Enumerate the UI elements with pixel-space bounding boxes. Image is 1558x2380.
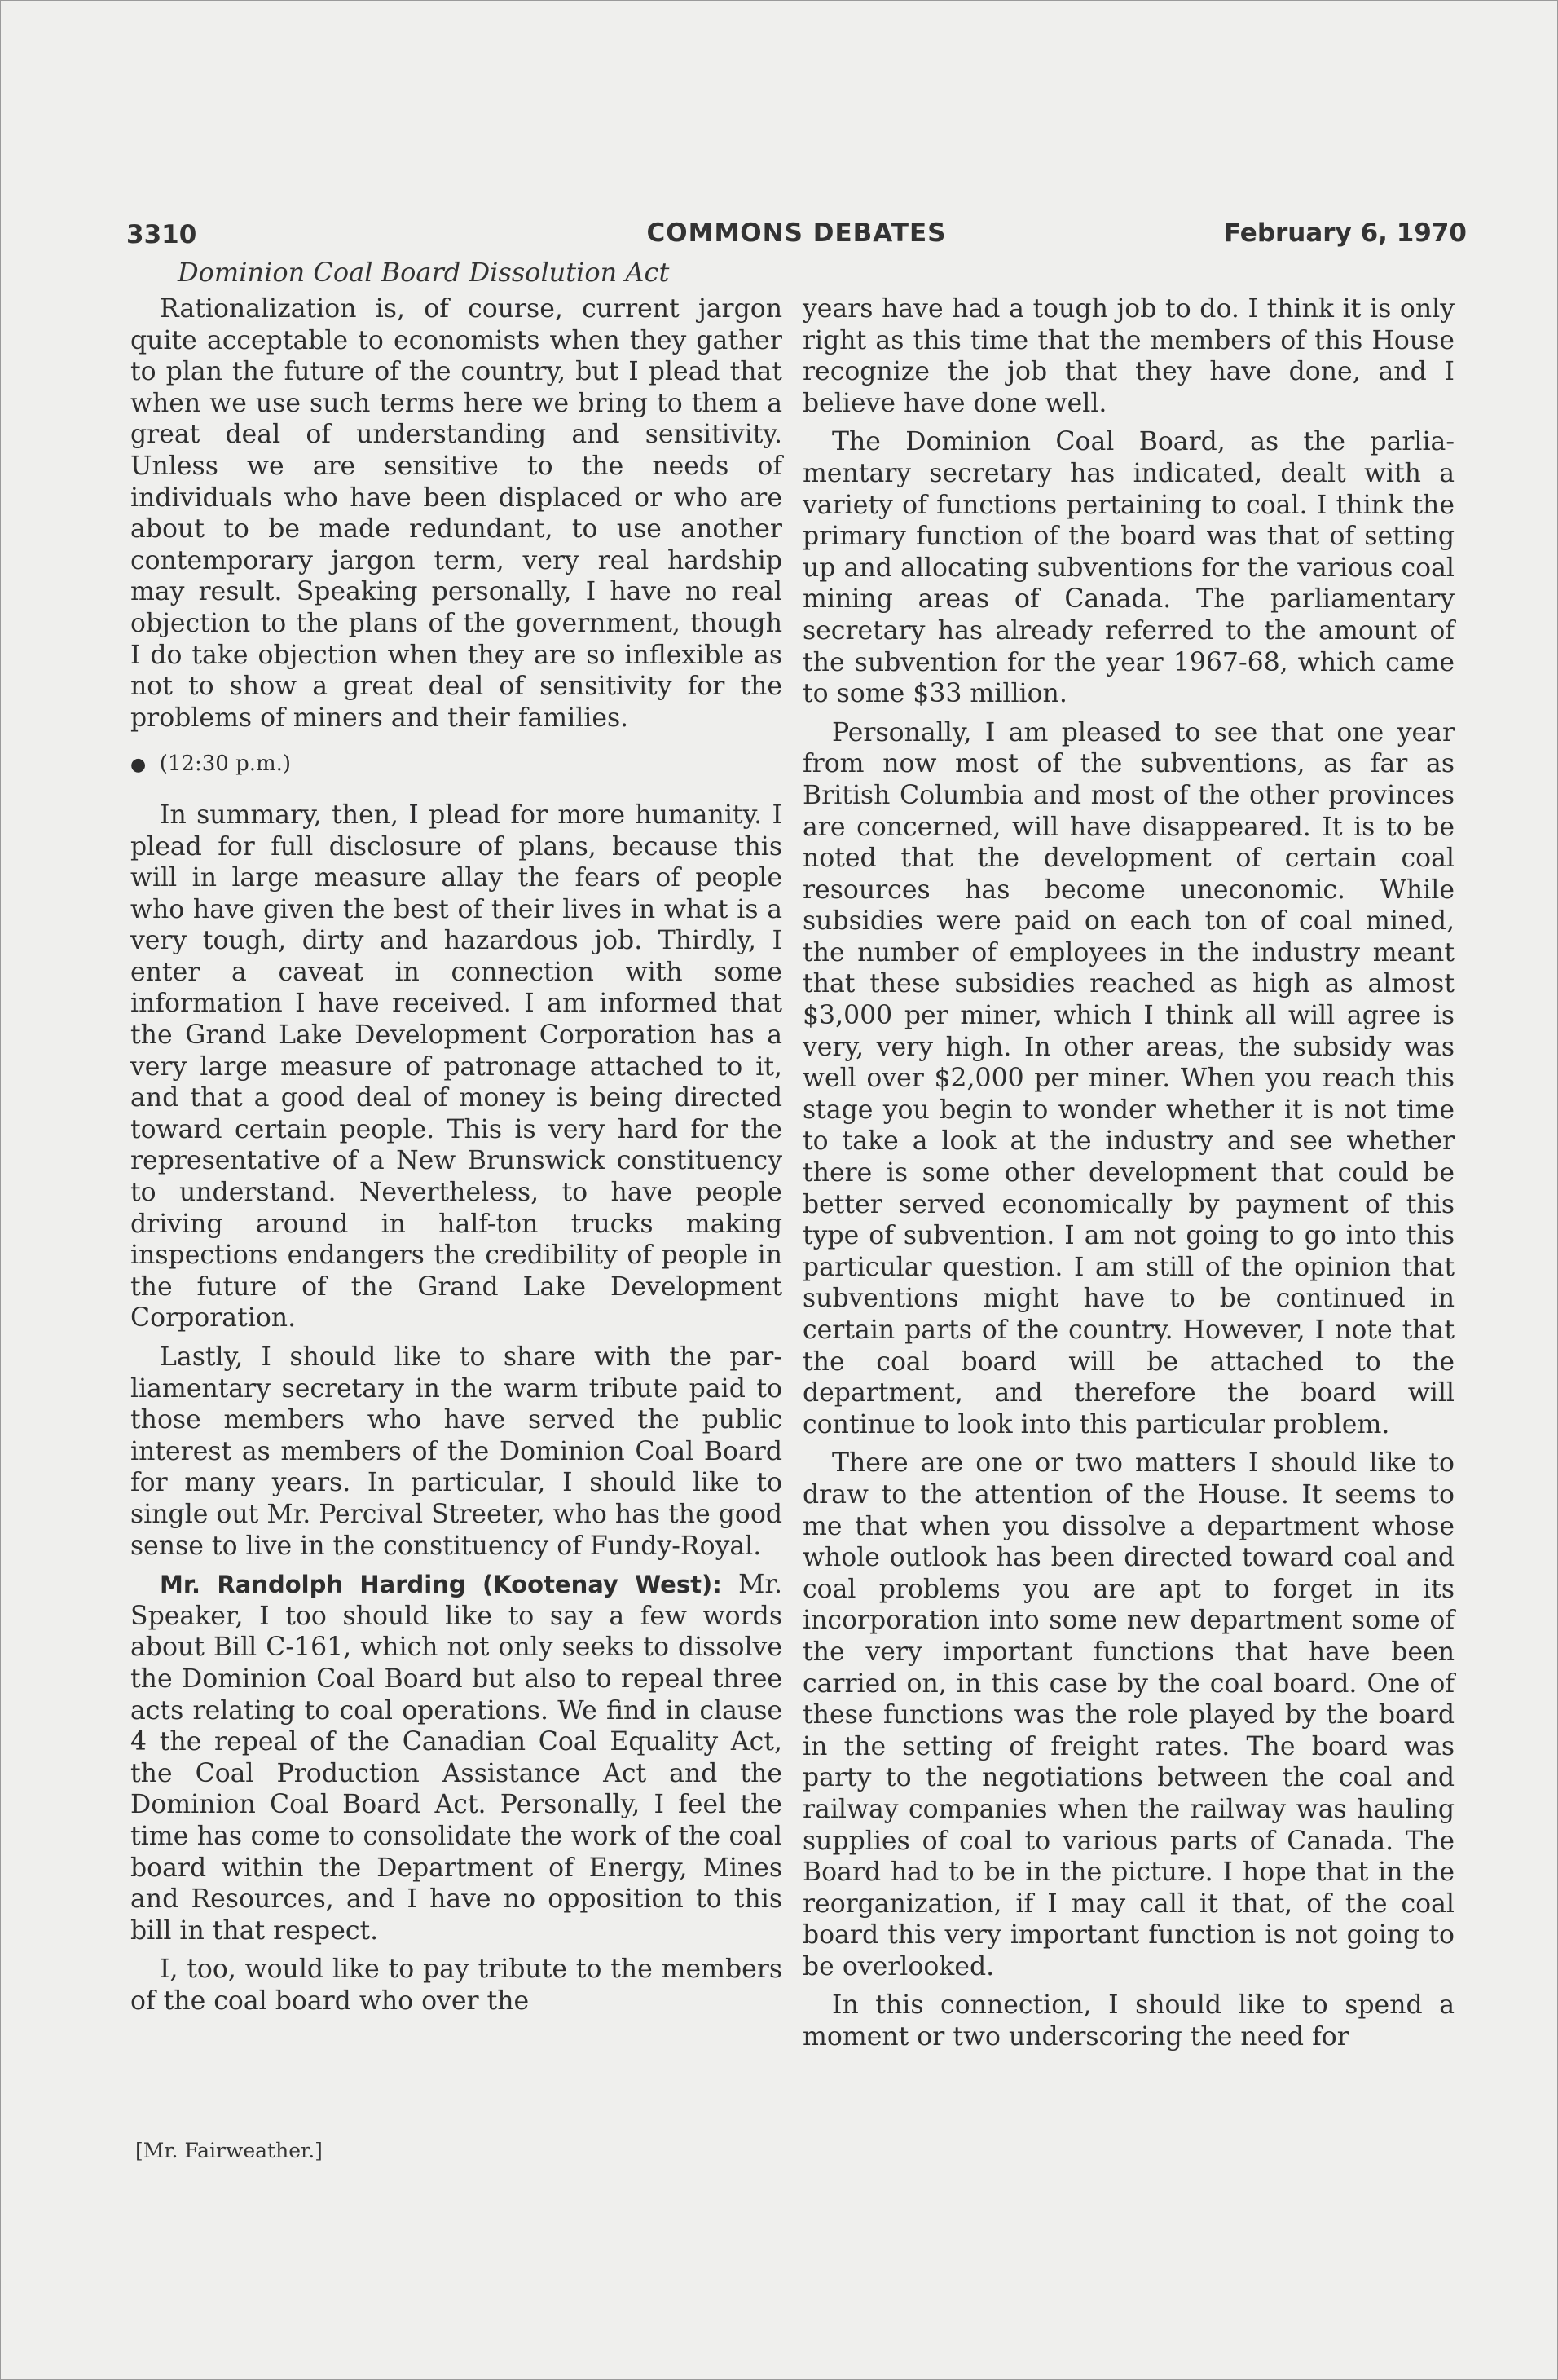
paragraph: Rationalization is, of course, current jargon quite acceptable to economists when they gather to plan the future of the country, but I plead that when we use such terms here we bring to them a great deal of understanding and sensitivity. Unless we are sensitive to the needs of individuals who have been displaced or who are about to be made redundant, to use another contemporary jargon term, very real hardship may result. Speaking personally, I have no real objection to the plans of the government, though I do take objection when they are so inflexible as not to show a great deal of sensitivity for the problems of miners and their families. — [130, 294, 782, 733]
paragraph: Lastly, I should like to share with the parliamentary secretary in the warm tribute paid to those members who have served the public interest as members of the Dominion Coal Board for many years. In particular, I should like to single out Mr. Percival Streeter, who has the good sense to live in the constituency of Fundy-Royal. — [130, 1342, 782, 1561]
speech-text: Mr. Speaker, I too should like to say a few words about Bill C-161, which not only seeks to dissolve the Dominion Coal Board but also to repeal three acts relating to coal operations. We find in clause 4 the repeal of the Canadian Coal Equality Act, the Coal Production Assistance Act and the Dominion Coal Board Act. Personally, I feel the time has come to consolidate the work of the coal board within the Department of Energy, Mines and Resources, and I have no opposition to this bill in that respect. — [130, 1570, 783, 1946]
speaker-name: Mr. Randolph Harding (Kootenay West): — [160, 1571, 722, 1599]
debate-subject: Dominion Coal Board Dissolution Act — [178, 257, 670, 288]
paragraph: In summary, then, I plead for more humanity. I plead for full disclosure of plans, because this will in large measure allay the fears of people who have given the best of their lives in what is a very tough, dirty and hazardous job. Thirdly, I enter a caveat in connection with some information I have received. I am informed that the Grand Lake Development Corporation has a very large measure of patronage attached to it, and that a good deal of money is being directed toward certain people. This is very hard for the representative of a New Brunswick constituency to understand. Nevertheless, to have people driving around in half-ton trucks making inspections endangers the credibility of people in the future of the Grand Lake Development Corporation. — [130, 800, 782, 1333]
footer-speaker-reference: [Mr. Fairweather.] — [135, 2139, 323, 2162]
paragraph: I, too, would like to pay tribute to the members of the coal board who over the — [130, 1955, 782, 2016]
time-stamp: (12:30 p.m.) — [159, 751, 292, 777]
bullet-icon: ● — [130, 755, 147, 776]
page-header — [126, 214, 1467, 254]
speech-paragraph — [130, 1569, 782, 1946]
paragraph: Personally, I am pleased to see that one year from now most of the subventions, as far as British Columbia and most of the other provinces are concerned, will have disappeared. It is to be noted that the development of certain coal resources has become uneconomic. While subsidies were paid on each ton of coal mined, the number of employees in the industry meant that these subsidies reached as high as almost $3,000 per miner, which I think all will agree is very, very high. In other areas, the subsidy was well over $2,000 per miner. When you reach this stage you begin to wonder whether it is not time to take a look at the industry and see whether there is some other development that could be better served economically by payment of this type of subvention. I am not going to go into this particular question. I am still of the opinion that subventions might have to be continued in certain parts of the country. However, I note that the coal board will be attached to the department, and therefore the board will continue to look into this particular problem. — [803, 717, 1455, 1439]
right-column — [803, 293, 1455, 2060]
paragraph: The Dominion Coal Board, as the parliamentary secretary has indicated, dealt with a variety of functions pertaining to coal. I think the primary function of the board was that of setting up and allocating subventions for the various coal mining areas of Canada. The parliamentary secretary has already referred to the amount of the subvention for the year 1967-68, which came to some $33 million. — [803, 427, 1455, 709]
left-column — [130, 293, 782, 2024]
page-date: February 6, 1970 — [1223, 218, 1467, 248]
page-number: 3310 — [126, 220, 197, 249]
time-marker — [130, 748, 782, 782]
publication-title: COMMONS DEBATES — [646, 218, 947, 248]
paragraph: There are one or two matters I should like to draw to the attention of the House. It seems to me that when you dissolve a department whose whole outlook has been directed toward coal and coal problems you are apt to forget in its incorporation into some new department some of the very important functions that have been carried on, in this case by the coal board. One of these functions was the role played by the board in the setting of freight rates. The board was party to the negotiations between the coal and railway companies when the railway was hauling supplies of coal to various parts of Canada. The Board had to be in the picture. I hope that in the reorganization, if I may call it that, of the coal board this very important function is not going to be overlooked. — [803, 1448, 1455, 1981]
paragraph: In this connection, I should like to spend a moment or two underscoring the need for — [803, 1990, 1455, 2052]
paragraph: years have had a tough job to do. I think it is only right as this time that the members of this House recognize the job that they have done, and I believe have done well. — [803, 294, 1455, 418]
